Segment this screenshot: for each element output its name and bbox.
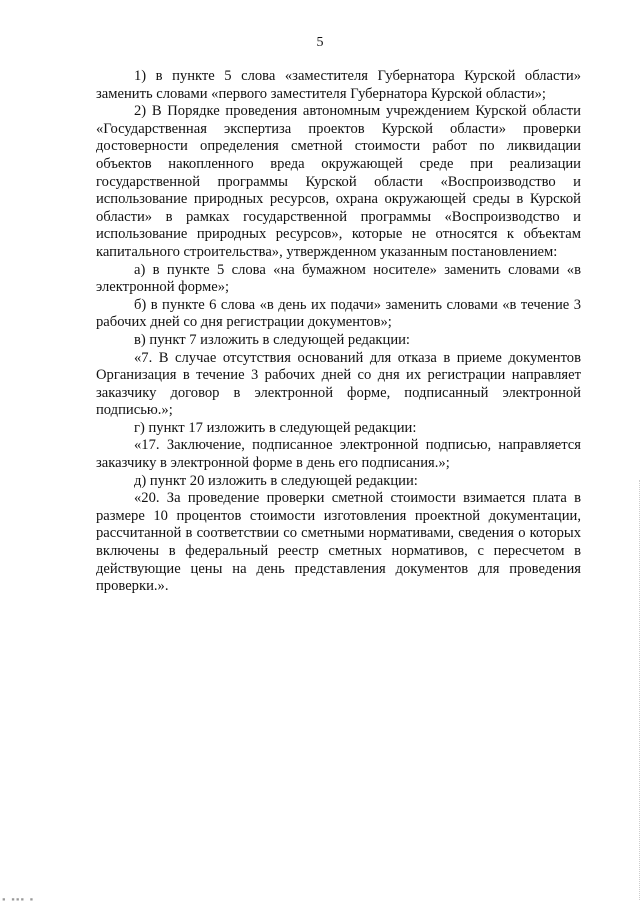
- paragraph-a-point-5: а) в пункте 5 слова «на бумажном носителе» заменить словами «в электронной форме»;: [96, 261, 581, 296]
- paragraph-point-7-text: «7. В случае отсутствия оснований для отказа в приеме документов Организация в течение 3 рабочих дней со дня их регистрации направляет заказчику договор в электронной форме, подписанный электронной подписью.»;: [96, 349, 581, 419]
- paragraph-2-procedure-amendments: 2) В Порядке проведения автономным учреждением Курской области «Государственная экспертиза проектов Курской области» проверки достоверности определения сметной стоимости работ по ликвидации объектов накопленного вреда окружающей среде при реализации государственной программы Курской области «Воспроизводство и использование природных ресурсов, охрана окружающей среды в Курской области» в рамках государственной программы «Воспроизводство и использование природных ресурсов», которые не относятся к объектам капитального строительства», утвержденном указанным постановлением:: [96, 103, 581, 260]
- paragraph-g-point-17-heading: г) пункт 17 изложить в следующей редакции:: [134, 419, 417, 436]
- paragraph-point-17-text: «17. Заключение, подписанное электронной подписью, направляется заказчику в электронной форме в день его подписания.»;: [96, 437, 581, 472]
- paragraph-v-point-7-heading: в) пункт 7 изложить в следующей редакции:: [134, 331, 410, 348]
- scan-edge-marks: [635, 480, 640, 900]
- paragraph-1-amendment-point-5: 1) в пункте 5 слова «заместителя Губернатора Курской области» заменить словами «первого заместителя Губернатора Курской области»;: [96, 68, 581, 102]
- scan-corner-mark: ▪ ▪▪▪ ▪: [2, 896, 35, 903]
- paragraph-point-20-text: «20. За проведение проверки сметной стоимости взимается плата в размере 10 процентов стоимости изготовления проектной документации, рассчитанной в соответствии со сметными нормативами, сведения о которых включены в федеральный реестр сметных нормативов, с пересчетом в действующие цены на день представления документов для проведения проверки.».: [96, 490, 581, 595]
- document-body: [96, 68, 581, 596]
- paragraph-b-point-6: б) в пункте 6 слова «в день их подачи» заменить словами «в течение 3 рабочих дней со дня регистрации документов»;: [96, 296, 581, 331]
- paragraph-d-point-20-heading: д) пункт 20 изложить в следующей редакции:: [134, 472, 418, 489]
- page-number: 5: [316, 35, 324, 50]
